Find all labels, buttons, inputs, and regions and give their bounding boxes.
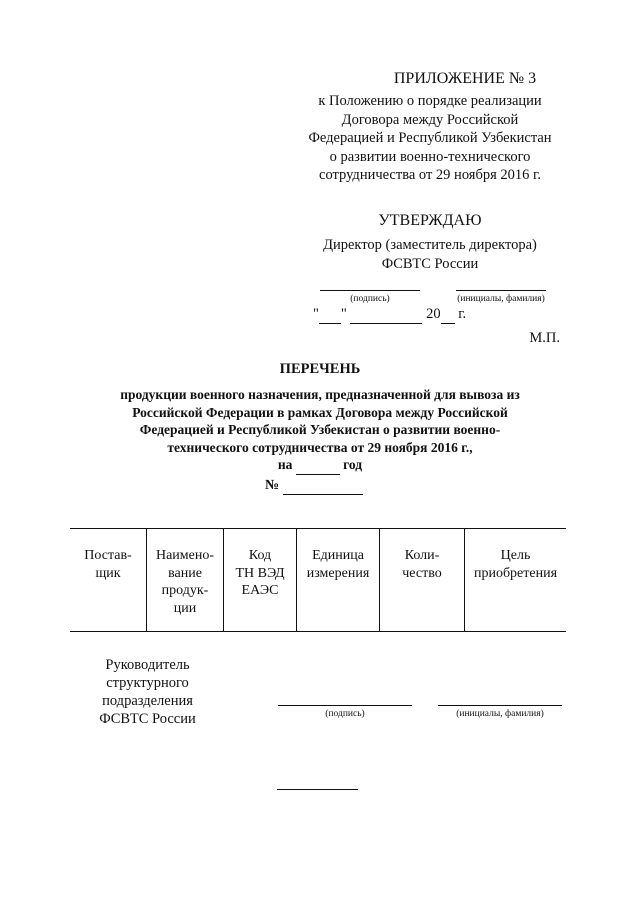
date-year-blank [441,306,455,324]
document-subtitle [80,386,560,475]
annex-line: сотрудничества от 29 ноября 2016 г. [319,167,541,183]
approval-name-caption: (инициалы, фамилия) [457,294,545,304]
document-number [265,478,385,495]
annex-line: к Положению о порядке реализации [318,93,542,109]
date-year-prefix: 20 [426,306,441,322]
column-supplier: Постав- щик [70,529,147,632]
footnote-separator [277,789,358,790]
column-tn-ved-code: Код ТН ВЭД ЕАЭС [224,529,297,632]
approval-signature-caption: (подпись) [350,294,390,304]
annex-title: ПРИЛОЖЕНИЕ № 3 [393,70,537,87]
subtitle-line: Федерацией и Республикой Узбекистан о развитии военно- [139,422,501,437]
year-line [80,456,560,475]
table-header-row [70,529,566,632]
date-month-blank [350,306,422,324]
head-signature-line [278,705,412,706]
approval-role-line: ФСВТС России [381,255,479,272]
subtitle-line: продукции военного назначения, предназначенной для вывоза из [120,387,520,402]
approval-name-line [456,290,546,291]
approval-date [313,306,543,324]
stamp-place: М.П. [529,330,560,346]
year-prefix: на [277,457,293,472]
head-signature-caption: (подпись) [325,709,365,719]
head-name-line [438,705,562,706]
year-blank [296,456,340,475]
date-suffix: г. [458,306,467,322]
number-blank [283,478,363,495]
column-purpose: Цель приобретения [465,529,567,632]
head-name-caption: (инициалы, фамилия) [456,709,544,719]
number-label: № [265,478,280,493]
column-unit: Единица измерения [297,529,380,632]
approval-signature-line [320,290,420,291]
date-day-blank [319,306,341,324]
subtitle-line: Российской Федерации в рамках Договора между Российской [132,404,508,420]
date-quote-open: " [313,306,319,322]
annex-line: Договора между Российской [341,111,519,128]
column-product-name: Наимено- вание продук- ции [147,529,224,632]
head-title [65,656,230,728]
annex-reference [300,92,560,185]
head-line: структурного подразделения [102,675,193,709]
head-line: ФСВТС России [99,711,196,727]
column-quantity: Коли- чество [380,529,465,632]
products-table [70,528,566,632]
annex-line: о развитии военно-технического [329,148,531,165]
subtitle-line: технического сотрудничества от 29 ноября 2016 г., [167,439,473,455]
year-suffix: год [343,457,363,472]
approval-role-line: Директор (заместитель директора) [323,237,537,253]
date-quote-close: " [340,306,347,322]
annex-line: Федерацией и Республикой Узбекистан [308,130,552,146]
approval-role [300,236,560,273]
document-title: ПЕРЕЧЕНЬ [279,361,361,377]
head-line: Руководитель [105,657,190,673]
approval-heading: УТВЕРЖДАЮ [378,212,482,229]
